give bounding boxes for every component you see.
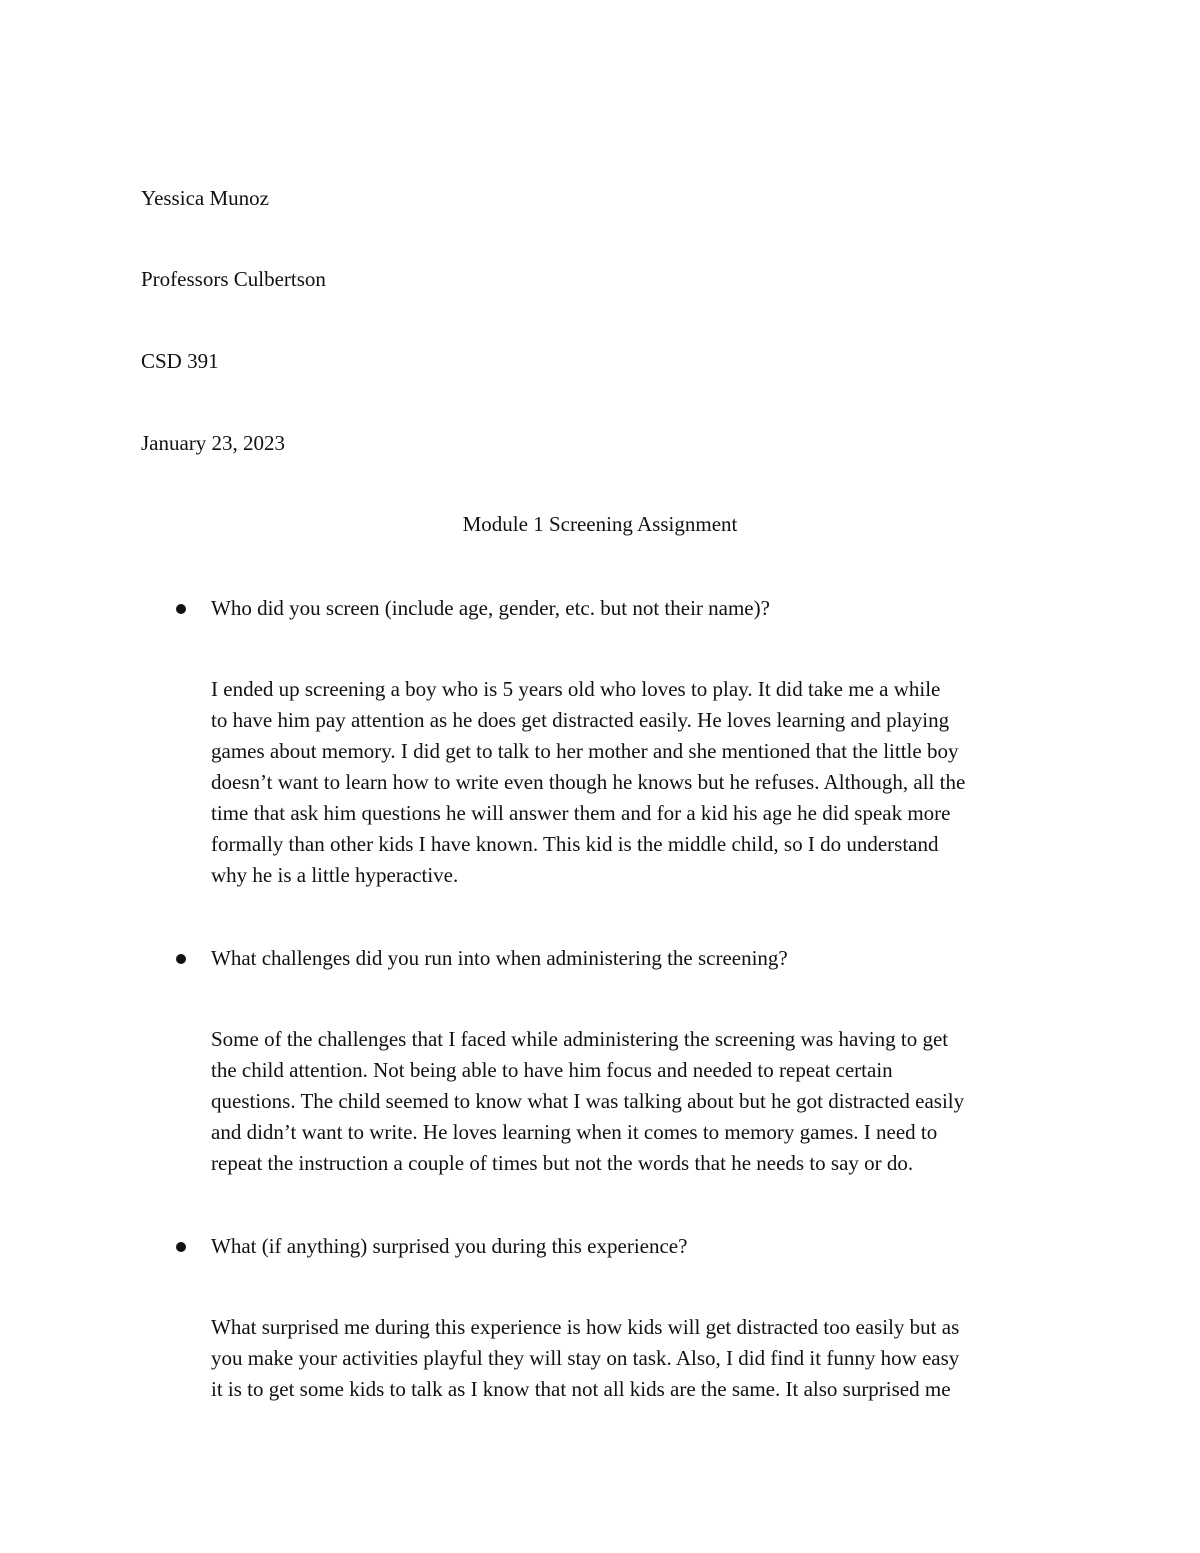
answer-line: to have him pay attention as he does get distracted easily. He loves learning and playing xyxy=(211,708,950,732)
bullet-icon xyxy=(176,954,186,964)
answer-line: you make your activities playful they will stay on task. Also, I did find it funny how easy xyxy=(211,1346,960,1370)
course-code: CSD 391 xyxy=(141,349,219,373)
answer-line: games about memory. I did get to talk to her mother and she mentioned that the little boy xyxy=(211,739,959,763)
answer-line: questions. The child seemed to know what I was talking about but he got distracted easily xyxy=(211,1089,965,1113)
bullet-icon xyxy=(176,604,186,614)
question-3: What (if anything) surprised you during this experience? xyxy=(211,1234,688,1258)
bullet-icon xyxy=(176,1242,186,1252)
answer-line: I ended up screening a boy who is 5 years old who loves to play. It did take me a while xyxy=(211,677,941,701)
answer-line: formally than other kids I have known. This kid is the middle child, so I do understand xyxy=(211,832,939,856)
answer-3 xyxy=(211,1312,1071,1405)
question-1: Who did you screen (include age, gender, etc. but not their name)? xyxy=(211,596,770,620)
document-title: Module 1 Screening Assignment xyxy=(462,512,738,536)
date-line: January 23, 2023 xyxy=(141,431,286,455)
answer-1 xyxy=(211,674,1071,891)
answer-2 xyxy=(211,1024,1071,1179)
answer-line: it is to get some kids to talk as I know that not all kids are the same. It also surprised me xyxy=(211,1377,951,1401)
professor-name: Professors Culbertson xyxy=(141,267,326,291)
answer-line: Some of the challenges that I faced while administering the screening was having to get xyxy=(211,1027,949,1051)
answer-line: the child attention. Not being able to have him focus and needed to repeat certain xyxy=(211,1058,893,1082)
question-2: What challenges did you run into when administering the screening? xyxy=(211,946,788,970)
answer-line: and didn’t want to write. He loves learning when it comes to memory games. I need to xyxy=(211,1120,938,1144)
answer-line: why he is a little hyperactive. xyxy=(211,863,459,887)
answer-line: What surprised me during this experience is how kids will get distracted too easily but as xyxy=(211,1315,960,1339)
answer-line: repeat the instruction a couple of times but not the words that he needs to say or do. xyxy=(211,1151,914,1175)
answer-line: doesn’t want to learn how to write even though he knows but he refuses. Although, all the xyxy=(211,770,966,794)
student-name: Yessica Munoz xyxy=(141,186,269,210)
answer-line: time that ask him questions he will answer them and for a kid his age he did speak more xyxy=(211,801,951,825)
